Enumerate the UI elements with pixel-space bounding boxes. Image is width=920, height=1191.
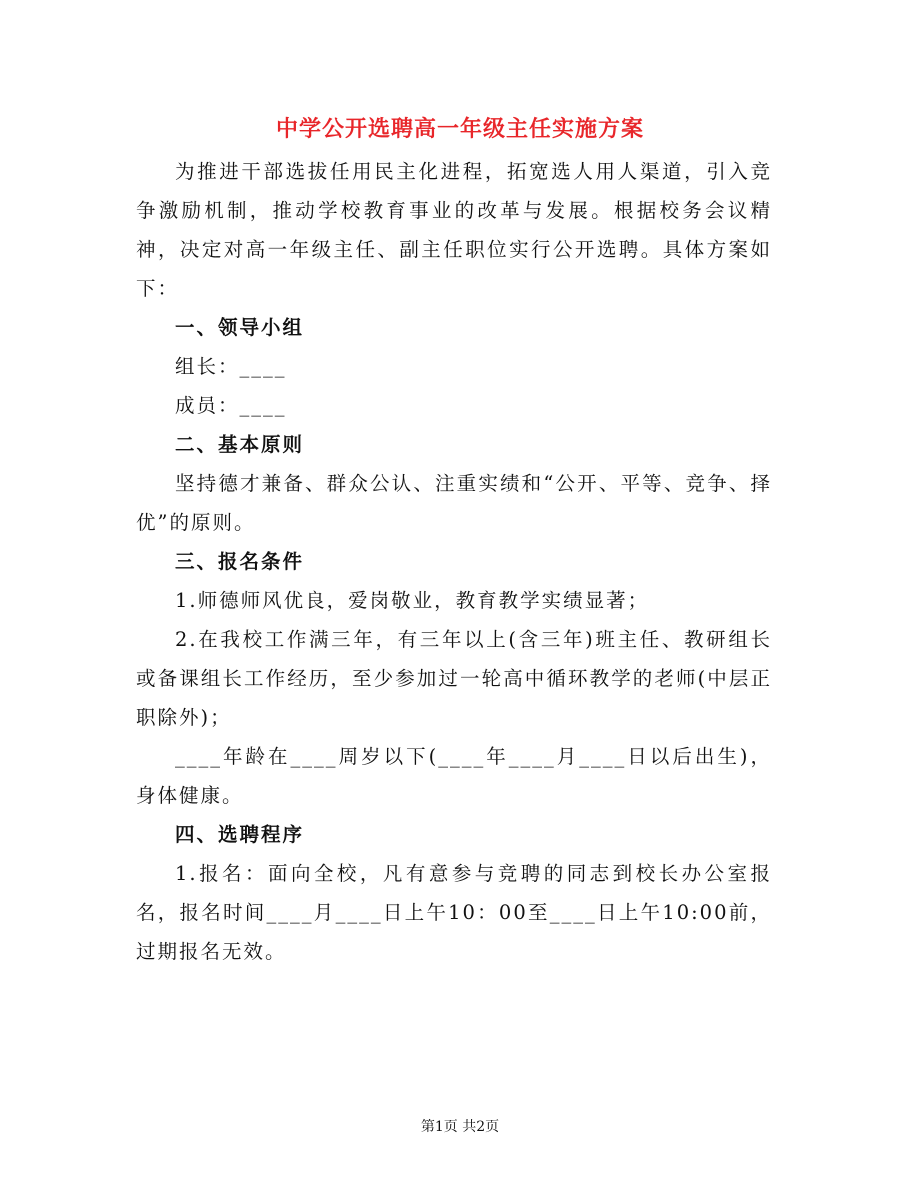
procedure-item-1: 1.报名：面向全校，凡有意参与竞聘的同志到校长办公室报名，报名时间____月____日上午10：00至____日上午10:00前，过期报名无效。: [136, 862, 772, 963]
members-line: 成员：____: [175, 394, 287, 417]
requirement-item-1: 1.师德师风优良，爱岗敬业，教育教学实绩显著；: [175, 589, 650, 612]
requirement-item-3: ____年龄在____周岁以下(____年____月____日以后出生)，身体健康。: [136, 745, 772, 807]
requirement-item-2: 2.在我校工作满三年，有三年以上(含三年)班主任、教研组长或备课组长工作经历，至少参加过一轮高中循环教学的老师(中层正职除外)；: [136, 628, 772, 729]
document-title: 中学公开选聘高一年级主任实施方案: [275, 116, 644, 142]
document-body: [136, 152, 772, 971]
leader-line: 组长：____: [175, 355, 287, 378]
section-heading-principles: 二、基本原则: [175, 433, 305, 456]
section-heading-leadership: 一、领导小组: [175, 316, 305, 339]
principles-paragraph: 坚持德才兼备、群众公认、注重实绩和“公开、平等、竞争、择优”的原则。: [136, 472, 772, 534]
section-heading-requirements: 三、报名条件: [175, 550, 305, 573]
section-heading-procedure: 四、选聘程序: [175, 823, 305, 846]
intro-paragraph: 为推进干部选拔任用民主化进程，拓宽选人用人渠道，引入竞争激励机制，推动学校教育事业的改革与发展。根据校务会议精神，决定对高一年级主任、副主任职位实行公开选聘。具体方案如下：: [136, 160, 772, 300]
page-indicator: 第1页 共2页: [420, 1119, 500, 1135]
